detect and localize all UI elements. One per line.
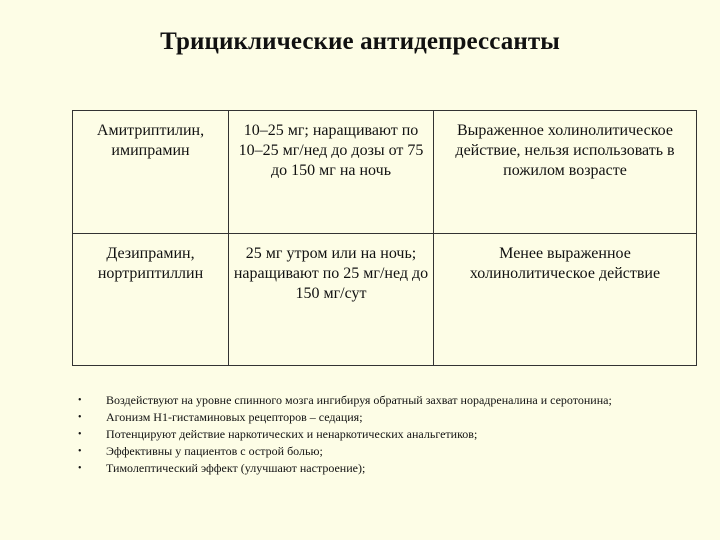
list-item <box>78 461 638 476</box>
list-item <box>78 410 638 425</box>
drug-name-cell: Амитриптилин, имипрамин <box>73 111 229 234</box>
list-item <box>78 393 638 408</box>
bullet-icon: • <box>78 446 82 457</box>
slide-title: Трициклические антидепрессанты <box>160 28 560 55</box>
drug-name-cell: Дезипрамин, нортриптиллин <box>73 234 229 366</box>
list-item-text: Воздействуют на уровне спинного мозга ингибируя обратный захват норадреналина и серотонина; <box>106 393 612 407</box>
list-item-text: Тимолептический эффект (улучшают настроение); <box>106 461 366 475</box>
list-item-text: Эффективны у пациентов с острой болью; <box>106 444 323 458</box>
bullet-icon: • <box>78 429 82 440</box>
bullet-list <box>78 393 638 478</box>
list-item-text: Потенцируют действие наркотических и ненаркотических анальгетиков; <box>106 427 478 441</box>
bullet-icon: • <box>78 395 82 406</box>
drug-table <box>72 110 697 366</box>
list-item <box>78 444 638 459</box>
bullet-icon: • <box>78 463 82 474</box>
notes-cell: Менее выраженное холинолитическое действие <box>434 234 697 366</box>
table-row <box>73 111 697 234</box>
table-row <box>73 234 697 366</box>
dosage-cell: 25 мг утром или на ночь; наращивают по 25 мг/нед до 150 мг/сут <box>229 234 434 366</box>
list-item <box>78 427 638 442</box>
bullet-icon: • <box>78 412 82 423</box>
dosage-cell: 10–25 мг; наращивают по 10–25 мг/нед до дозы от 75 до 150 мг на ночь <box>229 111 434 234</box>
list-item-text: Агонизм Н1-гистаминовых рецепторов – седация; <box>106 410 363 424</box>
notes-cell: Выраженное холинолитическое действие, нельзя использовать в пожилом возрасте <box>434 111 697 234</box>
